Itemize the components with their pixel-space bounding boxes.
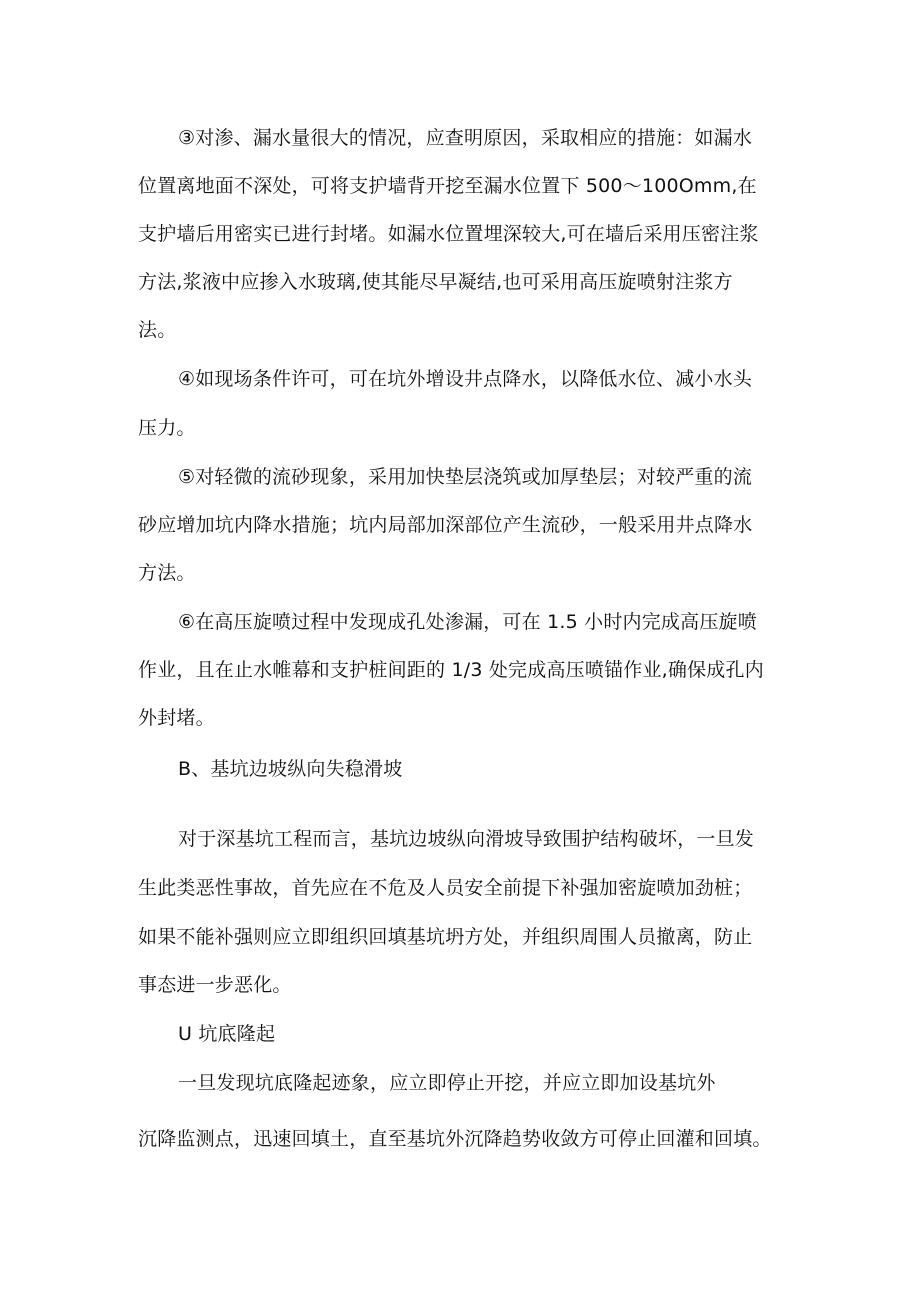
paragraph-4-line-1: ④如现场条件许可，可在坑外增设井点降水，以降低水位、减小水头: [178, 368, 753, 390]
paragraph-b-line-2: 生此类恶性事故，首先应在不危及人员安全前提下补强加密旋喷加劲桩；: [138, 877, 753, 899]
paragraph-5-line-3: 方法。: [138, 562, 196, 584]
paragraph-u-line-2: 沉降监测点，迅速回填土，直至基坑外沉降趋势收敛方可停止回灌和回填。: [138, 1128, 772, 1150]
paragraph-3-line-2: 位置离地面不深处，可将支护墙背开挖至漏水位置下 500～100Omm,在: [138, 175, 757, 197]
paragraph-b-line-4: 事态进一步恶化。: [138, 974, 292, 996]
paragraph-3-line-5: 法。: [138, 319, 177, 341]
paragraph-6-line-1: ⑥在高压旋喷过程中发现成孔处渗漏，可在 1.5 小时内完成高压旋喷: [178, 611, 757, 633]
paragraph-6-line-3: 外封堵。: [138, 707, 215, 729]
paragraph-5-line-1: ⑤对轻微的流砂现象，采用加快垫层浇筑或加厚垫层；对较严重的流: [178, 466, 753, 488]
paragraph-3-line-1: ③对渗、漏水量很大的情况，应查明原因，采取相应的措施：如漏水: [178, 127, 753, 149]
paragraph-b-line-1: 对于深基坑工程而言，基坑边坡纵向滑坡导致围护结构破坏，一旦发: [178, 828, 755, 850]
section-heading-u: U 坑底隆起: [178, 1023, 276, 1045]
paragraph-u-line-1: 一旦发现坑底隆起迹象，应立即停止开挖，并应立即加设基坑外: [178, 1072, 716, 1094]
paragraph-3-line-4: 方法,浆液中应掺入水玻璃,使其能尽早凝结,也可采用高压旋喷射注浆方: [138, 271, 733, 293]
paragraph-b-line-3: 如果不能补强则应立即组织回填基坑坍方处，并组织周围人员撤离，防止: [138, 926, 753, 948]
paragraph-6-line-2: 作业，且在止水帷幕和支护桩间距的 1/3 处完成高压喷锚作业,确保成孔内: [138, 659, 764, 681]
paragraph-3-line-3: 支护墙后用密实已进行封堵。如漏水位置埋深较大,可在墙后采用压密注浆: [138, 223, 759, 245]
paragraph-4-line-2: 压力。: [138, 417, 196, 439]
section-heading-b: B、基坑边坡纵向失稳滑坡: [178, 758, 403, 780]
paragraph-5-line-2: 砂应增加坑内降水措施；坑内局部加深部位产生流砂，一般采用井点降水: [138, 514, 753, 536]
